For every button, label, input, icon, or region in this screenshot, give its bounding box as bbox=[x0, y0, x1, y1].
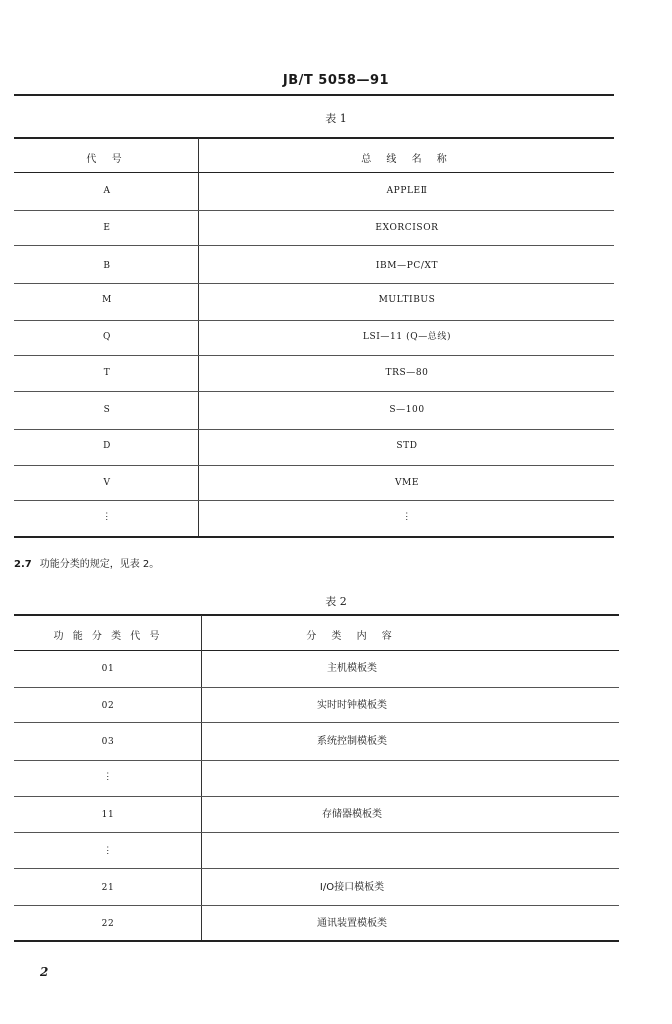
table1-row-code: D bbox=[103, 441, 111, 451]
clause-number: 2.7 bbox=[14, 559, 32, 570]
table1-row-code: M bbox=[102, 295, 112, 305]
table1-row-code: S bbox=[103, 405, 111, 415]
table1-row-name: MULTIBUS bbox=[378, 295, 436, 305]
table1-caption: 表 1 bbox=[325, 112, 347, 125]
table1-row-code: B bbox=[103, 261, 111, 271]
table1-row-rule bbox=[14, 245, 614, 246]
table1-row-code: A bbox=[103, 186, 111, 196]
table1-row-name: STD bbox=[396, 441, 418, 451]
table2-row-content: I/O接口模板类 bbox=[319, 882, 385, 893]
table1-header-name: 总 线 名 称 bbox=[361, 154, 453, 165]
table1-row-name: IBM—PC/XT bbox=[375, 261, 439, 271]
table1-row-rule bbox=[14, 429, 614, 430]
table1-row-rule bbox=[14, 465, 614, 466]
table1-row-code: ⋮ bbox=[102, 512, 112, 522]
table1-bottom-rule bbox=[14, 536, 614, 538]
table2-row-code: ⋮ bbox=[103, 772, 113, 782]
table1-row-code: V bbox=[103, 478, 111, 488]
table2-row-rule bbox=[14, 796, 619, 797]
table1-row-name: ⋮ bbox=[402, 512, 412, 522]
table2-row-content: 主机模板类 bbox=[327, 663, 377, 674]
table1-row-name: S—100 bbox=[389, 405, 425, 415]
table2-header-content: 分 类 内 容 bbox=[306, 631, 398, 642]
table2-row-content: 通讯装置模板类 bbox=[317, 918, 387, 929]
table2-row-content: 系统控制模板类 bbox=[317, 736, 387, 747]
table2-header-code: 功 能 分 类 代 号 bbox=[53, 631, 163, 642]
table2-top-rule bbox=[14, 614, 619, 616]
table1-row-rule bbox=[14, 320, 614, 321]
table1-row-code: E bbox=[103, 223, 111, 233]
table2-row-rule bbox=[14, 832, 619, 833]
table1-row-rule bbox=[14, 500, 614, 501]
table1-row-name: LSI—11 (Q—总线) bbox=[362, 332, 452, 342]
table1-row-name: VME bbox=[394, 478, 420, 488]
table1-row-rule bbox=[14, 391, 614, 392]
table1-row-rule bbox=[14, 210, 614, 211]
clause-2-7 bbox=[14, 555, 159, 570]
table2-row-content: 存储器模板类 bbox=[322, 809, 382, 820]
table2-row-code: 22 bbox=[101, 919, 115, 929]
table1-row-code: Q bbox=[103, 332, 111, 342]
table1-row-rule bbox=[14, 283, 614, 284]
table1-row-name: EXORCISOR bbox=[375, 223, 439, 233]
table2-row-rule bbox=[14, 760, 619, 761]
table2-header-rule bbox=[14, 650, 619, 651]
table2-row-content: 实时时钟模板类 bbox=[317, 700, 387, 711]
table2-row-rule bbox=[14, 905, 619, 906]
table2-row-rule bbox=[14, 722, 619, 723]
table2-bottom-rule bbox=[14, 940, 619, 942]
table2-row-rule bbox=[14, 687, 619, 688]
table2-row-code: 11 bbox=[101, 810, 115, 820]
page-number: 2 bbox=[40, 965, 49, 979]
table2-row-code: 21 bbox=[101, 883, 115, 893]
table1-row-name: APPLEⅡ bbox=[386, 186, 428, 196]
table2-caption: 表 2 bbox=[325, 595, 347, 608]
table2-row-code: ⋮ bbox=[103, 846, 113, 856]
table2-row-rule bbox=[14, 868, 619, 869]
clause-text: 功能分类的规定，见表 2。 bbox=[39, 559, 160, 570]
table1-row-name: TRS—80 bbox=[385, 368, 429, 378]
table2-row-code: 03 bbox=[101, 737, 115, 747]
header-rule bbox=[14, 94, 614, 96]
table2-row-code: 02 bbox=[101, 701, 115, 711]
table2-row-code: 01 bbox=[101, 664, 115, 674]
table1-header-rule bbox=[14, 172, 614, 173]
document-code: JB/T 5058—91 bbox=[282, 73, 390, 88]
table1-top-rule bbox=[14, 137, 614, 139]
table1-row-rule bbox=[14, 355, 614, 356]
table1-header-code: 代 号 bbox=[86, 154, 128, 165]
table1-row-code: T bbox=[103, 368, 111, 378]
